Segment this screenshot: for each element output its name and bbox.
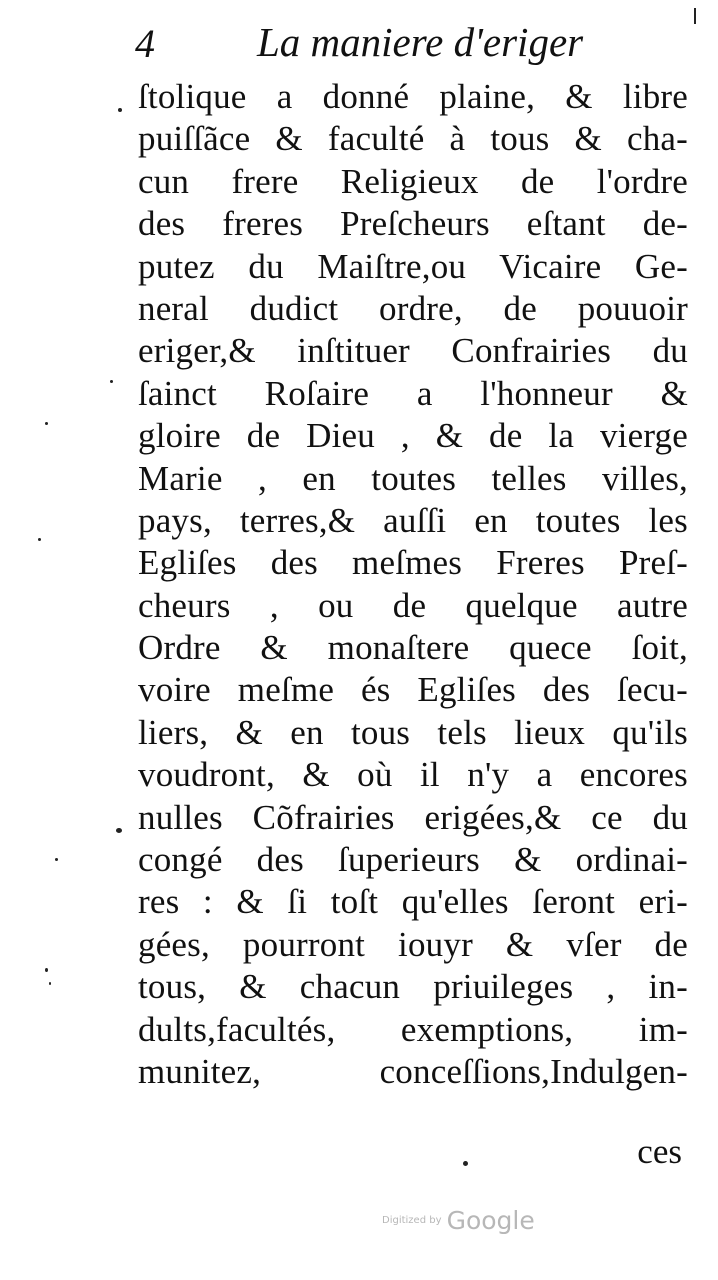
text-line: des freres Preſcheurs eſtant de- xyxy=(138,204,688,244)
text-line: gloire de Dieu , & de la vierge xyxy=(138,416,688,456)
text-line: eriger,& inſtituer Confrairies du xyxy=(138,331,688,371)
digitization-watermark xyxy=(382,1206,535,1235)
text-line: ſtolique a donné plaine, & libre xyxy=(138,77,688,116)
text-line: cun frere Religieux de l'ordre xyxy=(138,161,688,201)
google-logo: Google xyxy=(446,1206,535,1235)
text-line: Ordre & monaſtere quece ſoit, xyxy=(138,628,688,668)
text-line: pays, terres,& auſſi en toutes les xyxy=(138,500,688,540)
text-line: gées, pourront iouyr & vſer de xyxy=(138,924,688,964)
text-line: Egliſes des meſmes Freres Preſ- xyxy=(138,543,688,583)
text-line: cheurs , ou de quelque autre xyxy=(138,585,688,625)
ink-speck xyxy=(55,858,58,861)
ink-speck xyxy=(38,538,41,541)
text-line: voire meſme és Egliſes des ſecu- xyxy=(138,670,688,710)
ink-speck xyxy=(49,982,51,985)
text-line: liers, & en tous tels lieux qu'ils xyxy=(138,712,688,752)
ink-speck xyxy=(45,422,48,425)
ink-speck xyxy=(110,380,113,383)
text-line: res : & ſi toſt qu'elles ſeront eri- xyxy=(138,882,688,922)
page-header xyxy=(135,18,695,68)
text-line: congé des ſuperieurs & ordinai- xyxy=(138,840,688,880)
text-line: munitez, conceſſions,Indulgen- xyxy=(138,1051,688,1091)
body-text xyxy=(138,76,688,1093)
ink-speck xyxy=(45,968,48,972)
running-head: La maniere d'eriger xyxy=(257,19,584,65)
margin-mark xyxy=(694,8,696,24)
ink-speck xyxy=(118,108,122,112)
catchword: ces xyxy=(637,1132,682,1171)
page-number: 4 xyxy=(135,21,155,66)
text-line: ſainct Roſaire a l'honneur & xyxy=(138,373,688,413)
text-line: dults,facultés, exemptions, im- xyxy=(138,1009,688,1049)
ink-speck xyxy=(463,1161,468,1166)
text-line: neral dudict ordre, de pouuoir xyxy=(138,288,688,328)
ink-speck xyxy=(116,828,122,833)
text-line: voudront, & où il n'y a encores xyxy=(138,755,688,795)
digitized-label: Digitized by xyxy=(382,1215,442,1226)
text-line: tous, & chacun priuileges , in- xyxy=(138,967,688,1007)
text-line: putez du Maiſtre,ou Vicaire Ge- xyxy=(138,246,688,286)
text-line: puiſſãce & faculté à tous & cha- xyxy=(138,119,688,159)
text-line: Marie , en toutes telles villes, xyxy=(138,458,688,498)
text-line: nulles Cõfrairies erigées,& ce du xyxy=(138,797,688,837)
